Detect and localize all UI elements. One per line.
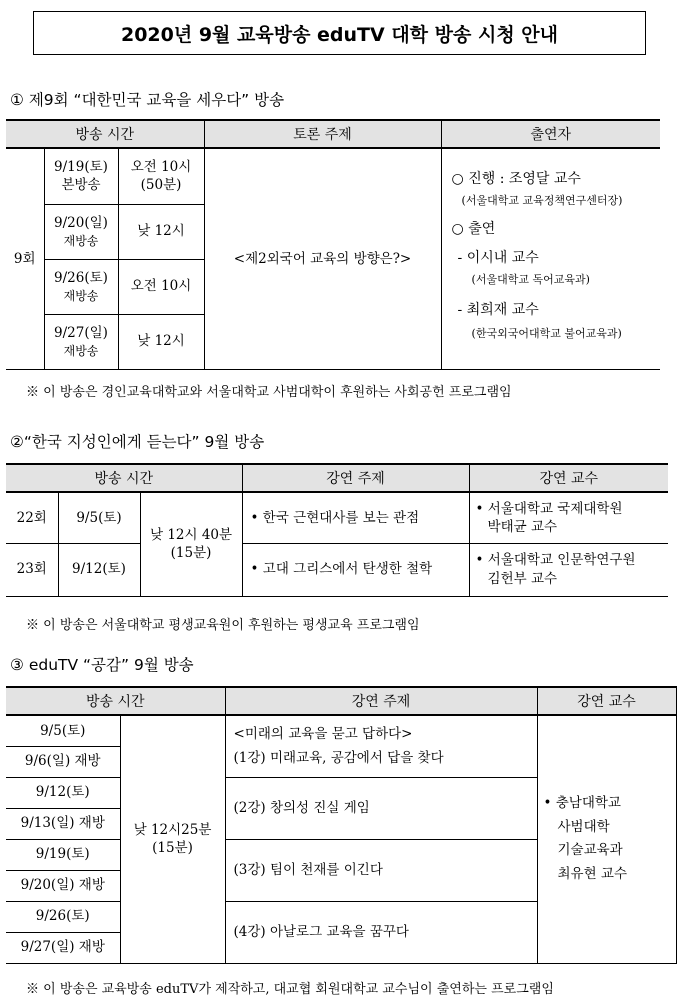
- professor-line: 최유현 교수: [557, 865, 628, 882]
- episode-cell: 22회: [6, 492, 58, 543]
- date-cell: [44, 204, 118, 259]
- date: 9/20(일): [54, 215, 108, 232]
- date-cell: 9/20(일) 재방: [6, 870, 120, 901]
- professor-line: 사범대학: [557, 818, 610, 835]
- guest2-name: - 최희재 교수: [457, 302, 539, 319]
- header-broadcast-time: 방송 시간: [6, 464, 242, 492]
- section2-table: [6, 463, 668, 597]
- section3-note: ※ 이 방송은 교육방송 eduTV가 제작하고, 대교협 회원대학교 교수님이 출연하는 프로그램임: [26, 982, 554, 997]
- date-cell: [44, 259, 118, 314]
- broadcast-type: 재방송: [63, 343, 99, 358]
- date-cell: 9/12(토): [58, 543, 140, 596]
- host-affiliation: (서울대학교 교육정책연구센터장): [461, 193, 623, 207]
- lecture-title: (2강) 창의성 진실 게임: [225, 777, 537, 839]
- date-cell: 9/6(일) 재방: [6, 746, 120, 777]
- lecture-title: (4강) 아날로그 교육을 꿈꾸다: [225, 901, 537, 963]
- header-broadcast-time: 방송 시간: [6, 687, 225, 715]
- professor-name: 박태균 교수: [487, 518, 558, 535]
- header-professor: 강연 교수: [537, 687, 676, 715]
- time-cell: 낮 12시: [118, 204, 204, 259]
- duration: (15분): [152, 840, 193, 857]
- professor-cell: [537, 715, 676, 963]
- section3-heading: ③ eduTV “공감” 9월 방송: [10, 656, 194, 674]
- topic-cell: [225, 715, 537, 777]
- topic-cell: • 한국 근현대사를 보는 관점: [242, 492, 469, 543]
- professor-affiliation: • 서울대학교 인문학연구원: [475, 552, 636, 569]
- header-cast: 출연자: [441, 120, 660, 148]
- time: 오전 10시: [130, 159, 192, 176]
- guest1-name: - 이시내 교수: [457, 250, 539, 267]
- broadcast-type: 재방송: [63, 233, 99, 248]
- duration: (15분): [170, 545, 212, 562]
- series-title: <미래의 교육을 묻고 답하다>: [233, 726, 413, 743]
- header-topic: 강연 주제: [242, 464, 469, 492]
- duration: (50분): [140, 177, 182, 194]
- professor-cell: [469, 492, 668, 543]
- cast-cell: [441, 148, 660, 369]
- section1-note: ※ 이 방송은 경인교육대학교와 서울대학교 사범대학이 후원하는 사회공헌 프로그램임: [26, 385, 512, 400]
- professor-name: 김헌부 교수: [487, 570, 558, 587]
- professor-affiliation: • 서울대학교 국제대학원: [475, 500, 623, 517]
- guest1-affiliation: (서울대학교 독어교육과): [471, 273, 590, 287]
- date-cell: 9/26(토): [6, 901, 120, 932]
- date-cell: 9/27(일) 재방: [6, 932, 120, 963]
- professor-cell: [469, 543, 668, 596]
- time: 낮 12시25분: [133, 822, 212, 839]
- date-cell: [44, 148, 118, 204]
- date-cell: 9/12(토): [6, 777, 120, 808]
- broadcast-type: 재방송: [63, 288, 99, 303]
- page-title: 2020년 9월 교육방송 eduTV 대학 방송 시청 안내: [33, 11, 646, 55]
- date: 9/19(토): [54, 159, 108, 176]
- guests-label: ○ 출연: [451, 221, 496, 238]
- time-cell: [118, 148, 204, 204]
- lecture-title: (1강) 미래교육, 공감에서 답을 찾다: [233, 750, 444, 767]
- topic-cell: • 고대 그리스에서 탄생한 철학: [242, 543, 469, 596]
- section1-table: [6, 119, 660, 370]
- date-cell: [44, 314, 118, 369]
- broadcast-type: 본방송: [61, 177, 101, 194]
- date-cell: 9/5(토): [6, 715, 120, 746]
- time-cell: 오전 10시: [118, 259, 204, 314]
- time-cell: [140, 492, 242, 596]
- topic-cell: <제2외국어 교육의 방향은?>: [204, 148, 441, 369]
- episode-cell: 9회: [6, 148, 44, 369]
- time: 낮 12시 40분: [149, 527, 233, 544]
- episode-cell: 23회: [6, 543, 58, 596]
- date-cell: 9/13(일) 재방: [6, 808, 120, 839]
- header-topic: 강연 주제: [225, 687, 537, 715]
- header-topic: 토론 주제: [204, 120, 441, 148]
- section2-heading: ②“한국 지성인에게 듣는다” 9월 방송: [10, 433, 265, 451]
- date: 9/26(토): [54, 270, 108, 287]
- time-cell: 낮 12시: [118, 314, 204, 369]
- host-label: ○ 진행 : 조영달 교수: [451, 170, 581, 187]
- date: 9/27(일): [54, 325, 108, 342]
- section1-heading: ① 제9회 “대한민국 교육을 세우다” 방송: [10, 91, 285, 109]
- date-cell: 9/19(토): [6, 839, 120, 870]
- header-professor: 강연 교수: [469, 464, 668, 492]
- professor-line: 기술교육과: [557, 842, 623, 859]
- guest2-affiliation: (한국외국어대학교 불어교육과): [471, 326, 622, 340]
- header-broadcast-time: 방송 시간: [6, 120, 204, 148]
- section3-table: [6, 686, 677, 964]
- lecture-title: (3강) 팀이 천재를 이긴다: [225, 839, 537, 901]
- professor-line: • 충남대학교: [543, 795, 621, 811]
- time-cell: [120, 715, 225, 963]
- date-cell: 9/5(토): [58, 492, 140, 543]
- section2-note: ※ 이 방송은 서울대학교 평생교육원이 후원하는 평생교육 프로그램임: [26, 618, 420, 633]
